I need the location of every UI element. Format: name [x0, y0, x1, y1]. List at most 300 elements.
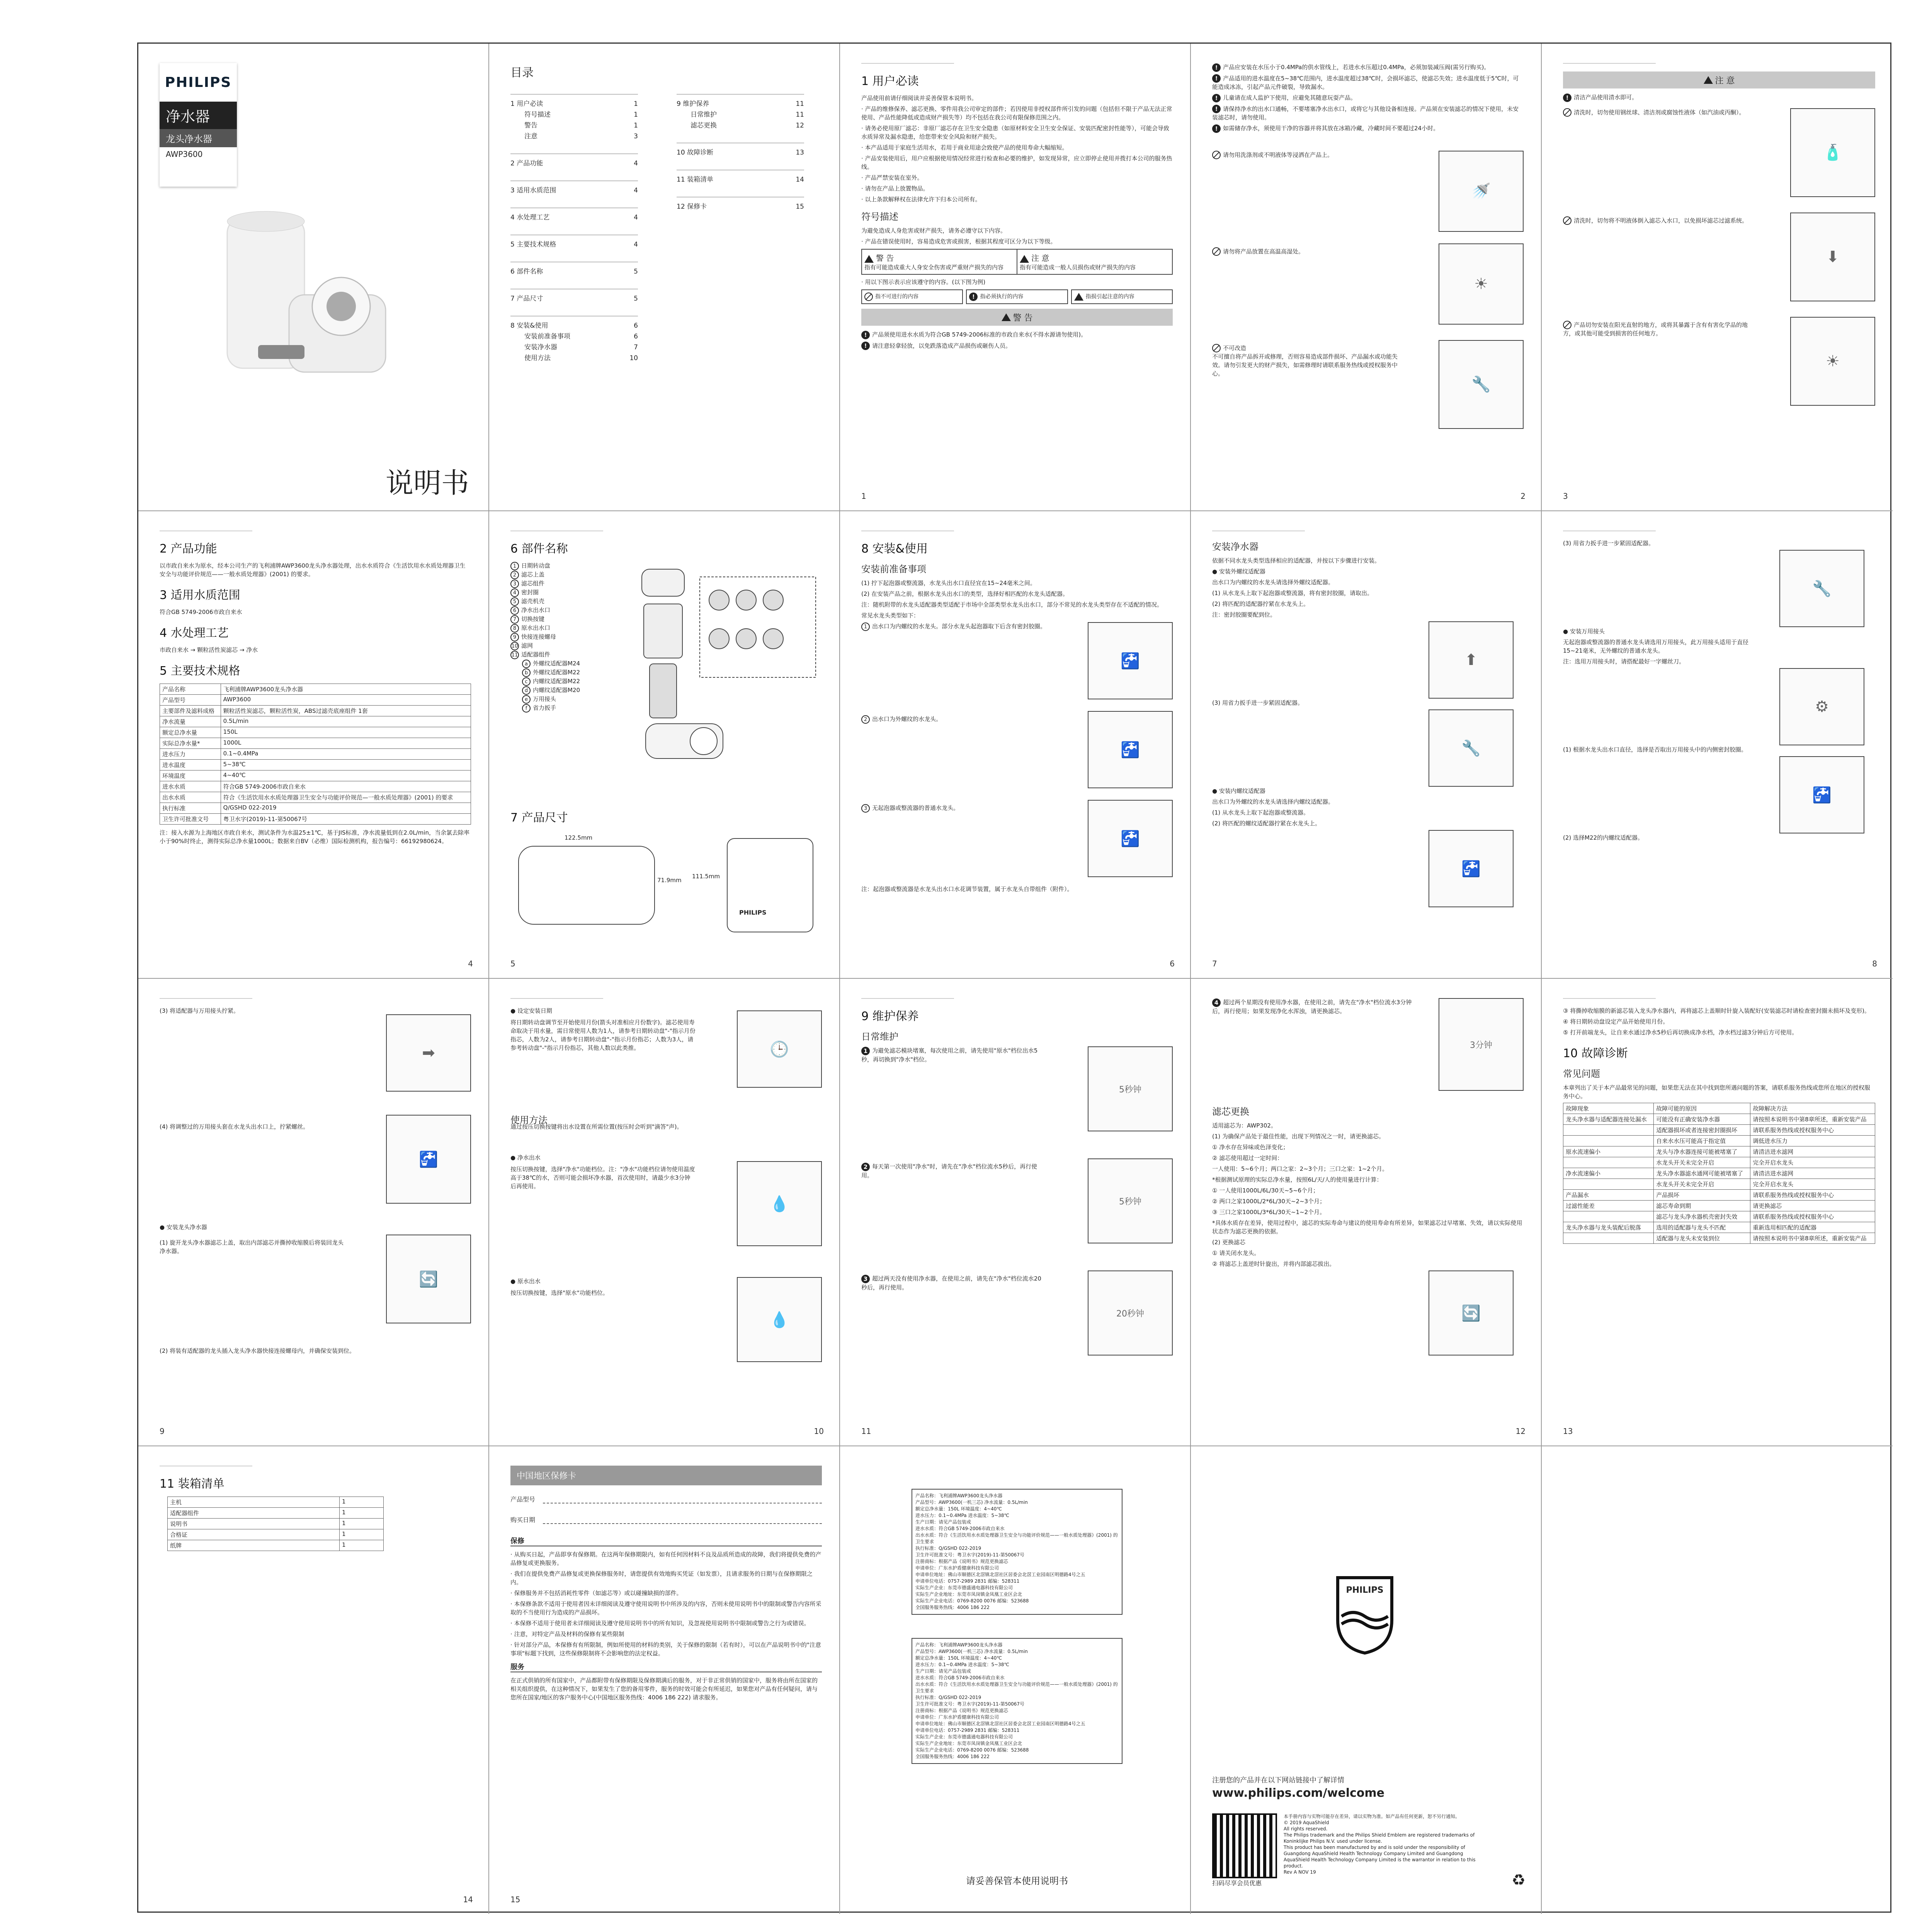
mandatory-icon: !	[861, 342, 870, 350]
spec-label: 进水压力	[160, 749, 221, 760]
toc-group	[510, 316, 638, 364]
part-item	[510, 650, 626, 659]
toc-subentry	[510, 353, 638, 364]
illustration: ☀	[1790, 317, 1875, 406]
toc-label[interactable]: 3 适用水质范围	[510, 187, 556, 194]
step-text: 出水口为内螺纹的水龙头请选择外螺纹适配器。	[1212, 579, 1334, 586]
illustration: 🔧	[1779, 550, 1864, 627]
illustration	[1088, 1270, 1173, 1355]
spec-label: 进水温度	[160, 760, 221, 770]
table-cell: 龙头净水器与适配器连接处漏水	[1563, 1114, 1654, 1125]
faucet-type: 出水口为内螺纹的水龙头。部分水龙头起泡器取下后含有密封胶圈。	[872, 623, 1046, 630]
spec-label: 产品型号	[160, 695, 221, 706]
table-cell: 调低进水压力	[1750, 1136, 1875, 1146]
service-text: 在正式供销的所有国家中，产品都附带有保修期限及保修期满后的服务，对于非正常供销的国家中，服务将由所在国家的相关组织提供，在这种情况下，如果发生了您的备用零件，服务的时效可能会有所延迟，如果您对产品有任何疑问，请与您所在国家/地区的客户服务中心(中国地区服务热线：4006 186 222) 请求服务。	[510, 1677, 818, 1701]
page-number: 15	[510, 1895, 520, 1904]
step-text: 依据不同水龙头类型选择相应的适配器，并按以下步骤进行安装。	[1212, 557, 1381, 564]
toc-page: 6	[634, 333, 638, 340]
mandatory-icon: !	[1212, 124, 1221, 133]
illustration: ⬇	[1790, 213, 1875, 301]
timer-label: 5秒钟	[1119, 1197, 1141, 1207]
section-title: 9 维护保养	[861, 1010, 919, 1023]
part-number: 7	[510, 615, 519, 624]
table-row	[168, 1497, 384, 1508]
adapter-label: 万用接头	[533, 696, 556, 702]
manual-title: 说明书	[385, 467, 469, 499]
step-text: (1) 根据水龙头出水口直径，选择是否取出万用接头中的内侧密封胶圈。	[1563, 746, 1747, 753]
illustration: 🚰	[1088, 800, 1173, 877]
spec-value: 1000L	[221, 738, 471, 749]
toc-page: 11	[796, 100, 804, 108]
toc-page: 6	[634, 322, 638, 330]
notice-item: · 产品严禁安装在室外。	[861, 174, 923, 181]
prohibition-title: 不可改造	[1223, 344, 1247, 352]
part-item	[510, 570, 626, 579]
page-number: 2	[1520, 492, 1526, 501]
illustration: ⚙	[1779, 668, 1864, 745]
section-title: 6 部件名称	[510, 542, 568, 556]
label-line: 实际生产企业地址：东莞市凤岗镇金凤凰工业区会北	[915, 1592, 1022, 1597]
date-field[interactable]	[543, 1515, 822, 1524]
step-text: ② 将滤芯上盖逆时针旋出，并将内部滤芯拔出。	[1212, 1260, 1335, 1267]
toc-entry	[510, 212, 638, 223]
section-title: 2 产品功能	[160, 542, 217, 556]
table-row	[168, 1529, 384, 1540]
label-line: 产品名称：飞利浦牌AWP3600龙头净水器	[915, 1493, 1003, 1498]
step-text: (1) 从水龙头上取下起泡器或整流器。	[1212, 809, 1310, 816]
cover-panel	[138, 44, 489, 511]
page-5	[489, 511, 840, 979]
warning-label: 警 告	[876, 253, 894, 263]
subsection-title: 安装净水器	[1212, 541, 1259, 552]
symbol-title: 符号描述	[861, 211, 898, 222]
dimension-height: 111.5mm	[692, 873, 720, 880]
warning-item: 请注意轻拿轻放，以免跌落造成产品损伤或砸伤人员。	[872, 342, 1012, 349]
step-text: (2) 将匹配的螺纹适配器拧紧在水龙头上。	[1212, 820, 1321, 827]
part-item	[510, 579, 626, 588]
legal-line: This product has been manufactured by and is sold under the responsibility of Guangdong AquaShield Health Technology Company Limited and Guangdong AquaShield Health Technology Company Limited is the warrantor in relation to this product.	[1284, 1845, 1476, 1869]
adapter-letter: b	[522, 668, 531, 677]
part-item	[510, 561, 626, 570]
dimension-depth: 71.9mm	[657, 877, 682, 884]
mandatory-icon: !	[1212, 94, 1221, 102]
toc-label[interactable]: 6 部件名称	[510, 268, 543, 276]
qr-code[interactable]	[1212, 1813, 1277, 1878]
faucet-type: 无起泡器或整流器的普通水龙头。	[872, 804, 959, 811]
illustration: 💧	[737, 1277, 822, 1362]
prohibition-item: 请勿用洗涤剂或不明液体等浸洒在产品上。	[1223, 151, 1333, 158]
table-cell	[1563, 1233, 1654, 1244]
philips-shield-logo	[1334, 1574, 1396, 1655]
toc-page: 4	[634, 214, 638, 221]
brand-mark: PHILIPS	[739, 909, 767, 916]
table-cell: 可能没有正确安装净水器	[1654, 1114, 1750, 1125]
illustration: 🚰	[386, 1115, 471, 1204]
notice-item: · 以上条款解释权在法律允许下归本公司所有。	[861, 196, 981, 203]
step-text: (2) 在安装产品之前，根据水龙头出水口的类型，选择好相匹配的水龙头适配器。	[861, 590, 1069, 597]
step-text: ⑤ 打开前端龙头，让自来水通过净水5秒后再切换成净水档，净水档过滤3分钟后方可使用。	[1563, 1029, 1798, 1036]
step-text: (2) 将匹配的适配器拧紧在水龙头上。	[1212, 600, 1310, 607]
page-number: 1	[861, 492, 866, 501]
toc-page: 11	[796, 111, 804, 119]
table-cell: 滤芯寿命到期	[1654, 1201, 1750, 1211]
spec-value: 颗粒活性炭滤芯，颗粒活性炭，ABS过滤壳底座组件 1套	[221, 706, 471, 716]
legal-line: 本手册内容与实物可能存在差异，请以实物为准。如产品有任何更新，恕不另行通知。	[1284, 1814, 1460, 1819]
spec-value: 0.5L/min	[221, 716, 471, 727]
illustration: 🔄	[386, 1235, 471, 1323]
step-text: (3) 用省力扳手进一步紧固适配器。	[1212, 699, 1304, 706]
adapter-label: 外螺纹适配器M22	[533, 669, 580, 676]
toc-label[interactable]: 日常维护	[690, 111, 717, 119]
warning-item: 如需储存净水，须使用干净的容器并将其放在冰箱冷藏，冷藏时间不要超过24小时。	[1223, 125, 1439, 132]
section-text: 符合GB 5749-2006市政自来水	[160, 609, 242, 616]
toc-label[interactable]: 1 用户必读	[510, 100, 543, 108]
warning-item: 产品须使用进水水质为符合GB 5749-2006标准的市政自来水(不得水源请勿使用)。	[872, 331, 1087, 338]
attention-label: 指损引起注意的内容	[1085, 294, 1134, 300]
prohibition-item: 请勿将产品放置在高温高湿处。	[1223, 248, 1304, 255]
page-7	[1191, 511, 1542, 979]
table-row	[160, 695, 471, 706]
toc-label[interactable]: 11 装箱清单	[677, 176, 714, 184]
prohibited-icon	[1563, 321, 1571, 329]
toc-label[interactable]: 9 维护保养	[677, 100, 709, 108]
label-line: 申请单位电话：0757-2989 2831 邮编：528311	[915, 1728, 1020, 1733]
part-number: 6	[510, 606, 519, 615]
prohibition-item: 不可擅自将产品拆开或修理，否则容易造成部件损坏、产品漏水或功能失效。请勿引发更大的财产损失，如需修理时请联系服务热线或授权服务中心。	[1212, 353, 1398, 377]
toc-group	[677, 94, 804, 131]
page-number: 9	[160, 1427, 165, 1436]
page-number: 4	[468, 959, 473, 968]
section-title: 1 用户必读	[861, 75, 919, 88]
warning-bar-label: 警 告	[1013, 313, 1033, 323]
table-cell: 请按照本说明书中第8章所述，重新安装产品	[1750, 1233, 1875, 1244]
table-cell: 请清洁进水滤网	[1750, 1146, 1875, 1157]
date-dial-illustration: 🕒	[737, 1010, 822, 1088]
warning-item: 产品适用的进水温度在5~38℃范围内，进水温度超过38℃时，会损坏滤芯，使滤芯失效；进水温度低于5℃时，可能造成冰冻，引起产品元件破裂，导致漏水。	[1212, 75, 1519, 90]
spec-value: 飞利浦牌AWP3600龙头净水器	[221, 684, 471, 695]
toc-entry	[510, 266, 638, 277]
toc-entry	[510, 293, 638, 304]
part-number: 11	[510, 651, 519, 659]
section-text: 本章列出了关于本产品最常见的问题，如果您无法在其中找到您所遇问题的答案，请联系服务热线或您所在地区的授权服务中心。	[1563, 1084, 1871, 1100]
prohibited-icon	[1563, 108, 1571, 117]
table-row	[160, 814, 471, 825]
prohibited-label: 指不可进行的内容	[875, 294, 918, 300]
item-name: 说明书	[168, 1519, 340, 1529]
illustration: 🔄	[1429, 1270, 1514, 1355]
illustration: ⬆	[1429, 621, 1514, 699]
product-subtitle: 龙头净水器	[160, 129, 237, 147]
item-name: 主机	[168, 1497, 340, 1508]
table-cell: 请更换滤芯	[1750, 1201, 1875, 1211]
item-qty: 1	[340, 1540, 384, 1551]
spec-note: 注：接入水源为上海地区市政自来水，测试条件为水温25±1℃，基于JIS标准，净水流量低到在2.0L/min，当余氯去除率小于90%时终止，测得实际总净水量1000L；数据来自BV（必维）国际检测机构，报告编号：66192980624。	[160, 829, 469, 845]
spec-value: 符合《生活饮用水水质处理器卫生安全与功能评价规范—一般水质处理器》(2001) 的要求	[221, 792, 471, 803]
toc-group	[677, 143, 804, 158]
table-row	[1563, 1125, 1875, 1136]
toc-page: 7	[634, 344, 638, 351]
toc-subentry	[510, 342, 638, 353]
adapter-label: 内螺纹适配器M20	[533, 687, 580, 694]
step-text: (4) 将调整过的万用接头套在水龙头出水口上，拧紧螺丝。	[160, 1123, 309, 1130]
page-number: 5	[510, 959, 515, 968]
table-cell: 完全开启水龙头	[1750, 1157, 1875, 1168]
toc-label[interactable]: 注意	[524, 133, 537, 140]
table-row	[1563, 1168, 1875, 1179]
toc-page: 1	[634, 100, 638, 108]
label-line: 实际生产企业地址：东莞市凤岗镇金凤凰工业区会北	[915, 1741, 1022, 1746]
page-number: 3	[1563, 492, 1568, 501]
toc-entry	[510, 185, 638, 196]
part-item	[510, 606, 626, 615]
table-row	[1563, 1114, 1875, 1125]
column-header: 故障可能的原因	[1654, 1103, 1750, 1114]
page-12: 4 超过两个星期没有使用净水器，在使用之前，请先在"净水"档位流水3分钟后，再行使用；如果发现净化水浑浊，请更换滤芯。 3分钟 滤芯更换 适用滤芯为：AWP302。 (1) 为确保产品处于最佳性能，出现下列情况之一时，请更换滤芯。 ① 净水存在异味或色泽变化； ② 滤芯使用超过一定时间： 一人使用：5~6个月；两口之家：2~3个月；三口之家：1~2个月。 *根据测试原理的实际总净水量，按照6L/天/人的使用量进行计算： ① 一人使用1000L/6L/30天~5~6个月； ② 两口之家1000L/2*6L/30天~2~3个月； ③ 三口之家1000L/3*6L/30天~1~2个月。 *具体水质存在差异，使用过程中，滤芯的实际寿命与建议的使用寿命有所差异，如果滤芯过早堵塞、失效，请以实际使用状态作为滤芯更换的依据。 (2) 更换滤芯 ① 请关闭水龙头。 ② 将滤芯上盖逆时针旋出，并将内部滤芯拔出。 🔄 12	[1191, 979, 1542, 1446]
label-line: 出水水质：符合《生活饮用水水质处理器卫生安全与功能评价规范——一般水质处理器》(2001) 的卫生要求	[915, 1682, 1118, 1694]
mandatory-icon: !	[969, 293, 978, 301]
adapter-item	[510, 704, 626, 713]
section-title: 10 故障诊断	[1563, 1047, 1628, 1060]
table-row	[1563, 1136, 1875, 1146]
page-4	[138, 511, 489, 979]
toc-label[interactable]: 7 产品尺寸	[510, 295, 543, 303]
table-row	[160, 716, 471, 727]
step-text: ① 净水存在异味或色泽变化；	[1212, 1144, 1289, 1151]
illustration: 🔧	[1439, 340, 1524, 429]
part-label: 原水出水口	[521, 624, 551, 631]
legal-line: Rev A NOV 19	[1284, 1869, 1316, 1875]
toc-label[interactable]: 5 主要技术规格	[510, 241, 556, 248]
label-line: 实际生产企业：东莞市德盛通电器科技有限公司	[915, 1734, 1013, 1740]
column-header: 故障现象	[1563, 1103, 1654, 1114]
label-line: 生产日期：请见产品包装或	[915, 1668, 971, 1674]
step-text: (2) 将装有适配器的龙头插入龙头净水器快接连接螺母内，并确保安装到位。	[160, 1347, 355, 1354]
part-item	[510, 615, 626, 624]
step-text: (1) 旋开龙头净水器滤芯上盖，取出内部滤芯并撕掉收缩膜后将装回龙头净水器。	[160, 1239, 344, 1255]
spec-label: 净水流量	[160, 716, 221, 727]
bullet-title: ● 安装外螺纹适配器	[1212, 568, 1265, 575]
model-field[interactable]	[543, 1495, 822, 1503]
table-row	[1563, 1146, 1875, 1157]
legal-line: The Philips trademark and the Philips Shield Emblem are registered trademarks of Koninklijke Philips N.V. used under license.	[1284, 1832, 1475, 1844]
parts-list	[510, 561, 626, 713]
spec-label: 执行标准	[160, 803, 221, 814]
table-cell: 原水流速偏小	[1563, 1146, 1654, 1157]
packing-list	[167, 1497, 384, 1551]
table-row	[1563, 1222, 1875, 1233]
label-line: 卫生许可批准文号：粤卫水字(2019)-11-第50067号	[915, 1701, 1025, 1707]
legal-line: All rights reserved.	[1284, 1826, 1328, 1832]
warning-item: 产品应安装在水压小于0.4MPa的供水管线上，若进水水压超过0.4MPa，必须加装减压阀(需另行购买)。	[1223, 64, 1490, 71]
toc-group	[510, 153, 638, 169]
adapter-letter: d	[522, 686, 531, 695]
product-photo	[216, 206, 401, 407]
spec-table	[160, 684, 471, 825]
table-row	[160, 738, 471, 749]
label-line: 产品型号：AWP3600(一机三芯) 净水流量：0.5L/min	[915, 1500, 1028, 1505]
warranty-term: · 注意，对特定产品及材料的保修有某些限制	[510, 1631, 624, 1638]
toc-group	[510, 235, 638, 250]
label-line: 注册商标：根据产品《说明书》规范更换滤芯	[915, 1559, 1009, 1564]
symbol-examples	[861, 289, 1173, 304]
table-cell: 适配器与龙头未安装到位	[1654, 1233, 1750, 1244]
page-number: 13	[1563, 1427, 1573, 1436]
part-label: 滤壳机壳	[521, 598, 545, 605]
table-row	[1563, 1201, 1875, 1211]
toc-label[interactable]: 警告	[524, 122, 537, 129]
step-text: ① 请关闭水龙头。	[1212, 1250, 1260, 1257]
illustration: 🚰	[1429, 830, 1514, 907]
table-row	[160, 770, 471, 781]
section-title: 4 水处理工艺	[160, 626, 229, 640]
column-header: 故障解决方法	[1750, 1103, 1875, 1114]
warranty-term: · 本保修不适用于使用者未详细阅读及遵守使用说明书中的所有知识，及忽视使用说明书中限制或警告之行为或错误。	[510, 1620, 810, 1627]
filter-model: 适用滤芯为：AWP302。	[1212, 1122, 1277, 1129]
legal-text	[1284, 1813, 1477, 1875]
troubleshooting-table	[1563, 1103, 1875, 1244]
exploded-diagram	[634, 561, 820, 801]
item-name: 纸牌	[168, 1540, 340, 1551]
toc-subentry	[510, 109, 638, 120]
table-row	[160, 706, 471, 716]
item-name: 合格证	[168, 1529, 340, 1540]
toc-entry	[677, 201, 804, 212]
notice-list	[861, 105, 1173, 204]
item-qty: 1	[340, 1519, 384, 1529]
label-line: 进水压力：0.1~0.4MPa 进水温度：5~38℃	[915, 1513, 1009, 1518]
symbol-desc-2: · 产品在错误使用时，容易造成危害或损害，根据其程度可区分为以下等级。	[861, 238, 1056, 245]
bullet-title: ● 原水出水	[510, 1278, 541, 1285]
table-row	[160, 727, 471, 738]
model-number: AWP3600	[166, 150, 203, 159]
step-text: 按压切换按键，选择"净水"功能档位。注："净水"功能档位请勿使用温度高于38℃的水，否则可能会损坏净水器，首次使用时，请最少水3分钟后再使用。	[510, 1166, 695, 1190]
toc-label[interactable]: 8 安装&使用	[510, 322, 548, 330]
toc-page: 1	[634, 111, 638, 119]
subsection-title: 日常维护	[861, 1031, 898, 1042]
adapter-item	[510, 686, 626, 695]
step-text: (3) 将适配器与万用接头拧紧。	[160, 1007, 240, 1014]
product-label	[912, 1489, 1122, 1615]
toc-label[interactable]: 滤芯更换	[690, 122, 717, 129]
maintenance-step: 超过两天没有使用净水器，在使用之前，请先在"净水"档位流水20秒后，再行使用。	[861, 1275, 1041, 1291]
table-cell	[1563, 1125, 1654, 1136]
step-text: 无起泡器或整流器的普通水龙头请选用万用接头，此万用接头适用于直径15~21毫米，无外螺纹的普通水龙头。	[1563, 639, 1749, 654]
toc-page: 1	[634, 122, 638, 129]
bullet-title: ● 净水出水	[510, 1154, 541, 1161]
toc-page: 3	[634, 133, 638, 140]
page-14	[138, 1446, 489, 1914]
spec-value: Q/GSHD 022-2019	[221, 803, 471, 814]
label-line: 注册商标：根据产品《说明书》规范更换滤芯	[915, 1708, 1009, 1713]
mandatory-icon: !	[1212, 74, 1221, 83]
table-header-row	[1563, 1103, 1875, 1114]
table-cell: 请联系服务热线或授权服务中心	[1750, 1125, 1875, 1136]
illustration: ➡	[386, 1014, 471, 1092]
toc-page: 12	[796, 122, 804, 129]
label-line: 执行标准：Q/GSHD 022-2019	[915, 1546, 981, 1551]
symbol-desc: 为避免造成人身危害或财产损失，请务必遵守以下内容。	[861, 227, 1007, 234]
caution-bar-label: 注 意	[1715, 76, 1735, 86]
toc-group	[510, 262, 638, 277]
table-cell: 请联系服务热线或授权服务中心	[1750, 1190, 1875, 1201]
item-qty: 1	[340, 1529, 384, 1540]
toc-group	[510, 207, 638, 223]
toc-entry	[510, 99, 638, 109]
page-11: 9 维护保养 日常维护 1 为避免滤芯模块堵塞，每次使用之前，请先使用"原水"档位出水5秒，再切换到"净水"档位。 5秒钟 2 每天第一次使用"净水"时，请先在"净水"档位流水5秒后，再行使用。 5秒钟 3 超过两天没有使用净水器，在使用之前，请先在"净水"档位流水20秒后，再行使用。 20秒钟 11	[840, 979, 1191, 1446]
footer-note: 请妥善保管本使用说明书	[966, 1876, 1068, 1886]
label-line: 申请单位地址：佛山市顺德区北滘镇北滘社区居委会北滘工业园南区明德路4号之五	[915, 1721, 1085, 1726]
toc-label[interactable]: 2 产品功能	[510, 160, 543, 167]
spec-label: 额定总净水量	[160, 727, 221, 738]
toc-label[interactable]: 4 水处理工艺	[510, 214, 550, 221]
legal-line: © 2019 AquaShield	[1284, 1820, 1329, 1825]
item-qty: 1	[340, 1497, 384, 1508]
caution-label: 注 意	[1031, 253, 1049, 263]
toc-page: 5	[634, 295, 638, 303]
bullet-title: ● 安装内螺纹适配器	[1212, 787, 1265, 794]
subsection-title: 使用方法	[510, 1115, 548, 1126]
label-line: 进水水质：符合GB 5749-2006市政自来水	[915, 1526, 1005, 1531]
adapter-item	[510, 677, 626, 686]
mandatory-icon: !	[1563, 94, 1571, 102]
table-cell: 过滤性能差	[1563, 1201, 1654, 1211]
side-view	[727, 838, 813, 932]
toc-label[interactable]: 符号描述	[524, 111, 551, 119]
table-cell: 完全开启水龙头	[1750, 1179, 1875, 1190]
page-10	[489, 979, 840, 1446]
toc-label[interactable]: 安装净水器	[524, 344, 557, 351]
part-number: 4	[510, 588, 519, 597]
page-2	[1191, 44, 1542, 511]
step-note: 注：随机附带的水龙头适配器类型适配于市场中全部类型水龙头出水口，部分不常见的水龙头类型存在不适配的情况。	[861, 601, 1163, 608]
spec-value: 0.1~0.4MPa	[221, 749, 471, 760]
adapter-letter: f	[522, 704, 531, 713]
part-label: 日期转动盘	[521, 562, 551, 569]
table-row	[160, 760, 471, 770]
toc-page: 4	[634, 160, 638, 167]
register-link[interactable]: www.philips.com/welcome	[1212, 1786, 1384, 1800]
toc-panel	[489, 44, 840, 511]
caution-icon	[1020, 255, 1029, 263]
faucet-type: 出水口为外螺纹的水龙头。	[872, 716, 942, 723]
toc-label[interactable]: 安装前准备事项	[524, 333, 570, 340]
step-text: ③ 三口之家1000L/3*6L/30天~1~2个月。	[1212, 1209, 1326, 1216]
spec-label: 进水水质	[160, 781, 221, 792]
step-text: (1) 拧下起泡器或整流器，水龙头出水口直径宜在15~24毫米之间。	[861, 580, 1036, 587]
toc-label[interactable]: 使用方法	[524, 354, 551, 362]
timer-label: 5秒钟	[1119, 1085, 1141, 1095]
step-text: ③ 将撕掉收缩膜的新滤芯装入龙头净水器内，再将滤芯上盖顺时针旋入装配好(安装滤芯时请检查密封圈未损坏及变形)。	[1563, 1007, 1870, 1014]
caution-item: 清洗时，切勿将不明液体倒入滤芯入水口，以免损坏滤芯过滤系统。	[1574, 217, 1748, 224]
illustration: ☀	[1439, 243, 1524, 325]
maintenance-step: 每天第一次使用"净水"时，请先在"净水"档位流水5秒后，再行使用。	[861, 1163, 1037, 1179]
table-cell: 重新选用相匹配的适配器	[1750, 1222, 1875, 1233]
table-row	[160, 749, 471, 760]
section-title: 11 装箱清单	[160, 1477, 224, 1491]
part-number: 5	[510, 597, 519, 606]
back-cover	[1191, 1446, 1542, 1914]
toc-label[interactable]: 12 保修卡	[677, 203, 707, 211]
label-line: 进水压力：0.1~0.4MPa 进水温度：5~38℃	[915, 1662, 1009, 1667]
maintenance-step: 为避免滤芯模块堵塞，每次使用之前，请先使用"原水"档位出水5秒，再切换到"净水"档位。	[861, 1047, 1038, 1063]
step-text: 出水口为外螺纹的水龙头请选择内螺纹适配器。	[1212, 798, 1334, 805]
illustration: 🧴	[1790, 108, 1875, 197]
step-text: (1) 从水龙头上取下起泡器或整流器，将有密封胶圈，请取出。	[1212, 590, 1373, 597]
page-number: 10	[814, 1427, 824, 1436]
table-row	[1563, 1157, 1875, 1168]
page-13	[1542, 979, 1893, 1446]
toc-label[interactable]: 10 故障诊断	[677, 149, 714, 156]
